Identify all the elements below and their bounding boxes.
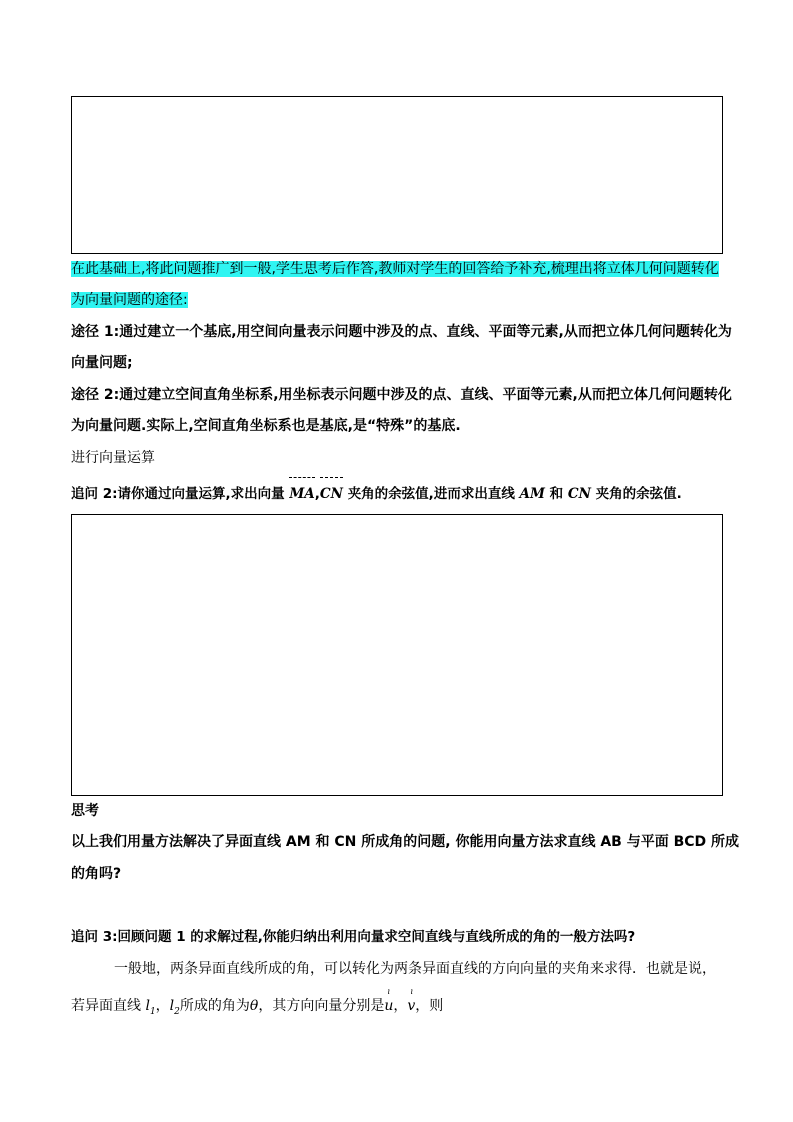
followup2-mid: 夹角的余弦值,进而求出直线 — [347, 486, 515, 502]
line-am: AM — [519, 486, 545, 502]
general-line-2: 若异面直线 $l_1$，$l_2$所成的角为θ，其方向向量分别是 ı u， ı v，则 — [71, 987, 444, 1017]
think-line-1: 以上我们用量方法解决了异面直线 AM 和 CN 所成角的问题, 你能用向量方法求直线 AB 与平面 BCD 所成 — [71, 834, 740, 850]
think-title: 思考 — [71, 803, 99, 819]
vector-arrow-icon: ı — [410, 987, 413, 996]
route1-line-1: 途径 1:通过建立一个基底,用空间向量表示问题中涉及的点、直线、平面等元素,从而把立体几何问题转化为 — [71, 324, 732, 340]
followup2-suffix: 夹角的余弦值. — [595, 486, 682, 502]
followup3-question: 追问 3:回顾问题 1 的求解过程,你能归纳出利用向量求空间直线与直线所成的角的一般方法吗? — [71, 929, 636, 945]
comma: , — [314, 486, 320, 502]
vector-v: ı v — [407, 987, 416, 1014]
answer-box-1[interactable] — [71, 96, 723, 254]
vector-arrow-icon: ı — [387, 987, 390, 996]
line-l1: $l_1$ — [145, 998, 156, 1017]
route2-line-1: 途径 2:通过建立空间直角坐标系,用坐标表示问题中涉及的点、直线、平面等元素,从而把立体几何问题转化 — [71, 387, 732, 403]
highlighted-text: 在此基础上,将此问题推广到一般,学生思考后作答,教师对学生的回答给予补充,梳理出将立体几何问题转化 — [71, 261, 719, 277]
intro-line-2 — [71, 290, 188, 310]
vector-u: ı u — [384, 987, 394, 1014]
followup2-prefix: 追问 2:请你通过向量运算,求出向量 — [71, 486, 285, 502]
think-line-2: 的角吗? — [71, 866, 122, 882]
vector-ma: MA — [289, 484, 314, 504]
vector-arrow-icon — [289, 477, 314, 482]
highlighted-text: 为向量问题的途径: — [71, 292, 188, 308]
and-text: 和 — [549, 486, 564, 502]
vector-cn: CN — [320, 484, 343, 504]
route2-line-2: 为向量问题.实际上,空间直角坐标系也是基底,是“特殊”的基底. — [71, 418, 461, 434]
line-l2: $l_2$ — [169, 998, 180, 1017]
intro-line-1 — [71, 259, 719, 279]
vector-operation-text: 进行向量运算 — [71, 450, 155, 466]
followup2-question — [71, 484, 682, 504]
route1-line-2: 向量问题; — [71, 355, 133, 371]
vector-arrow-icon — [320, 477, 343, 482]
line-cn: CN — [567, 486, 591, 502]
theta-symbol: θ — [249, 998, 259, 1014]
general-line-1: 一般地，两条异面直线所成的角，可以转化为两条异面直线的方向向量的夹角来求得．也就是说， — [114, 961, 716, 977]
answer-box-2[interactable] — [71, 514, 723, 796]
